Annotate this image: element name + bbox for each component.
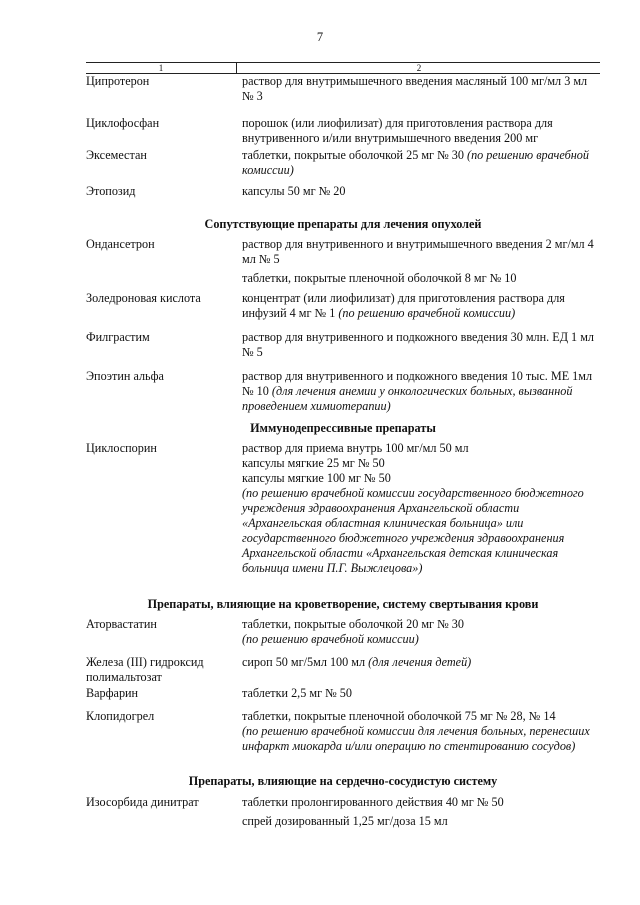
dosage-forms [242, 148, 600, 178]
drug-name: Эпоэтин альфа [86, 369, 164, 383]
drug-name: Железа (III) гидроксид полимальтозат [86, 655, 204, 684]
drug-name: Золедроновая кислота [86, 291, 201, 305]
drug-name: Филграстим [86, 330, 150, 344]
dosage-forms [242, 330, 600, 360]
drug-name: Аторвастатин [86, 617, 157, 631]
dosage-form-note: (по решению врачебной комиссии) [242, 632, 419, 646]
dosage-form: раствор для внутривенного и внутримышечного введения 2 мг/мл 4 мл № 5 [242, 237, 594, 266]
dosage-form-note: (по решению врачебной комиссии) [242, 148, 589, 177]
dosage-forms [242, 369, 600, 414]
dosage-forms [242, 237, 600, 286]
drug-name: Ципротерон [86, 74, 150, 88]
dosage-form: капсулы 50 мг № 20 [242, 184, 346, 198]
dosage-form: таблетки, покрытые пленочной оболочкой 8 мг № 10 [242, 271, 517, 285]
column-header-2: 2 [236, 63, 601, 73]
dosage-forms [242, 655, 600, 670]
table-column-header [86, 62, 600, 74]
dosage-form-note: (для лечения детей) [368, 655, 472, 669]
drug-name: Циклоспорин [86, 441, 157, 455]
dosage-forms [242, 116, 600, 146]
section-heading: Препараты, влияющие на кроветворение, систему свертывания крови [147, 597, 539, 611]
dosage-form: капсулы мягкие 25 мг № 50 [242, 456, 385, 470]
dosage-form: таблетки, покрытые пленочной оболочкой 75 мг № 28, № 14 [242, 709, 556, 723]
dosage-form [242, 655, 600, 670]
dosage-form [242, 369, 600, 414]
dosage-form-note: (для лечения анемии у онкологических больных, вызванной проведением химиотерапии) [242, 384, 573, 413]
dosage-forms [242, 74, 600, 104]
drug-name: Ондансетрон [86, 237, 155, 251]
dosage-form: таблетки 2,5 мг № 50 [242, 686, 352, 700]
dosage-form: таблетки, покрытые оболочкой 20 мг № 30 [242, 617, 464, 631]
section-heading: Иммунодепрессивные препараты [250, 421, 436, 435]
dosage-form: раствор для внутривенного и подкожного введения 30 млн. ЕД 1 мл № 5 [242, 330, 594, 359]
dosage-form-text: сироп 50 мг/5мл 100 мл [242, 655, 369, 669]
drug-name: Клопидогрел [86, 709, 155, 723]
dosage-forms [242, 709, 600, 754]
dosage-form: таблетки пролонгированного действия 40 мг № 50 [242, 795, 504, 809]
dosage-form: порошок (или лиофилизат) для приготовления раствора для внутривенного и/или внутримышечного введения 200 мг [242, 116, 553, 145]
dosage-form: раствор для приема внутрь 100 мг/мл 50 мл [242, 441, 469, 455]
dosage-form [242, 291, 600, 321]
dosage-form: капсулы мягкие 100 мг № 50 [242, 471, 391, 485]
dosage-forms [242, 795, 600, 829]
drug-name: Этопозид [86, 184, 136, 198]
dosage-forms [242, 617, 600, 647]
dosage-forms [242, 184, 600, 199]
dosage-form: спрей дозированный 1,25 мг/доза 15 мл [242, 814, 448, 828]
dosage-forms [242, 441, 600, 576]
dosage-form-text: таблетки, покрытые оболочкой 25 мг № 30 [242, 148, 468, 162]
section-heading: Препараты, влияющие на сердечно-сосудистую систему [188, 774, 498, 788]
dosage-form-note: (по решению врачебной комиссии государственного бюджетного учреждения здравоохранения Архангельской области «Архангельская областная клиническая больница» или государственного бюджетного учреждения здравоохранения Архангельской области «Архангельская детская клиническая больница имени П.Г. Выжлецова») [242, 486, 584, 575]
drug-name: Циклофосфан [86, 116, 160, 130]
dosage-form-text: концентрат (или лиофилизат) для приготовления раствора для инфузий 4 мг № 1 [242, 291, 565, 320]
drug-name: Изосорбида динитрат [86, 795, 199, 809]
dosage-form: раствор для внутримышечного введения масляный 100 мг/мл 3 мл № 3 [242, 74, 588, 103]
dosage-form-note: (по решению врачебной комиссии) [338, 306, 516, 320]
page-number: 7 [316, 30, 324, 44]
drug-name: Эксеместан [86, 148, 147, 162]
section-heading: Сопутствующие препараты для лечения опухолей [204, 217, 482, 231]
dosage-form [242, 148, 600, 178]
column-header-1: 1 [158, 63, 164, 73]
dosage-forms [242, 686, 600, 701]
dosage-forms [242, 291, 600, 321]
drug-name: Варфарин [86, 686, 139, 700]
dosage-form-text: раствор для внутривенного и подкожного введения 10 тыс. МЕ 1мл № 10 [242, 369, 593, 398]
dosage-form-note: (по решению врачебной комиссии для лечения больных, перенесших инфаркт миокарда и/или операцию по стентированию сосудов) [242, 724, 590, 753]
